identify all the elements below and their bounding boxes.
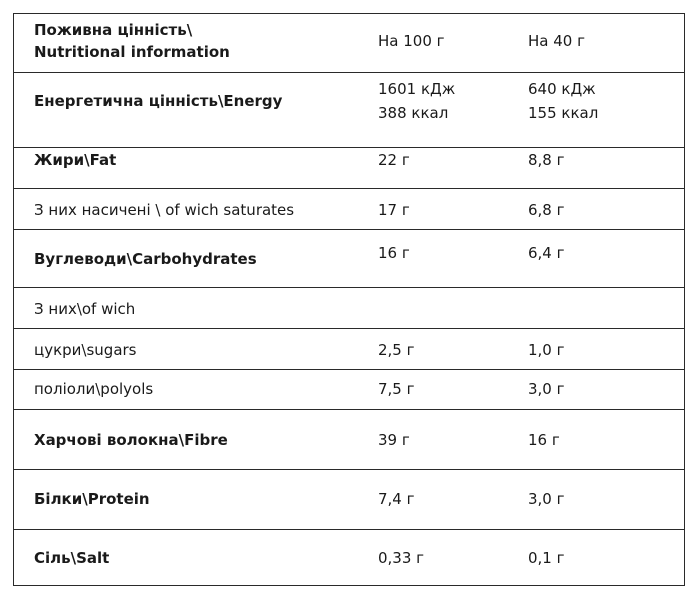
header-name-line1: Поживна цінність\ (34, 21, 193, 39)
row-per40: 1,0 г (528, 341, 565, 359)
row-name: З них насичені \ of wich saturates (34, 201, 295, 219)
row-name: Сіль\Salt (34, 549, 110, 567)
row-per40-line2: 155 ккал (528, 104, 599, 122)
row-per100: 2,5 г (378, 341, 415, 359)
nutrition-table (13, 13, 685, 586)
row-per40: 6,4 г (528, 244, 565, 262)
row-per100-line2: 388 ккал (378, 104, 449, 122)
table-row (14, 73, 684, 148)
row-name: цукри\sugars (34, 341, 137, 359)
row-per100: 16 г (378, 244, 410, 262)
table-row (14, 530, 684, 585)
header-name-line2: Nutritional information (34, 43, 230, 61)
row-per100: 0,33 г (378, 549, 425, 567)
row-per100: 39 г (378, 431, 410, 449)
row-per100: 1601 кДж (378, 80, 456, 98)
row-name: Енергетична цінність\Energy (34, 92, 283, 110)
row-per40: 3,0 г (528, 490, 565, 508)
row-name: Білки\Protein (34, 490, 150, 508)
row-per40: 8,8 г (528, 151, 565, 169)
row-per100: 7,4 г (378, 490, 415, 508)
table-row (14, 230, 684, 288)
header-per100: На 100 г (378, 32, 445, 50)
row-per100: 22 г (378, 151, 410, 169)
table-row (14, 410, 684, 470)
table-row (14, 148, 684, 189)
row-per100: 7,5 г (378, 380, 415, 398)
row-per40: 16 г (528, 431, 560, 449)
table-row (14, 288, 684, 329)
row-per100: 17 г (378, 201, 410, 219)
header-per40: На 40 г (528, 32, 585, 50)
row-per40: 640 кДж (528, 80, 596, 98)
table-header-row (14, 14, 684, 73)
table-row (14, 189, 684, 230)
row-per40: 0,1 г (528, 549, 565, 567)
table-row (14, 329, 684, 370)
row-name: З них\of wich (34, 300, 136, 318)
row-name: Харчові волокна\Fibre (34, 431, 228, 449)
row-name: Вуглеводи\Carbohydrates (34, 250, 257, 268)
table-row (14, 470, 684, 530)
row-per40: 6,8 г (528, 201, 565, 219)
table-row (14, 370, 684, 410)
row-name: Жири\Fat (34, 151, 117, 169)
row-per40: 3,0 г (528, 380, 565, 398)
row-name: поліоли\polyols (34, 380, 154, 398)
